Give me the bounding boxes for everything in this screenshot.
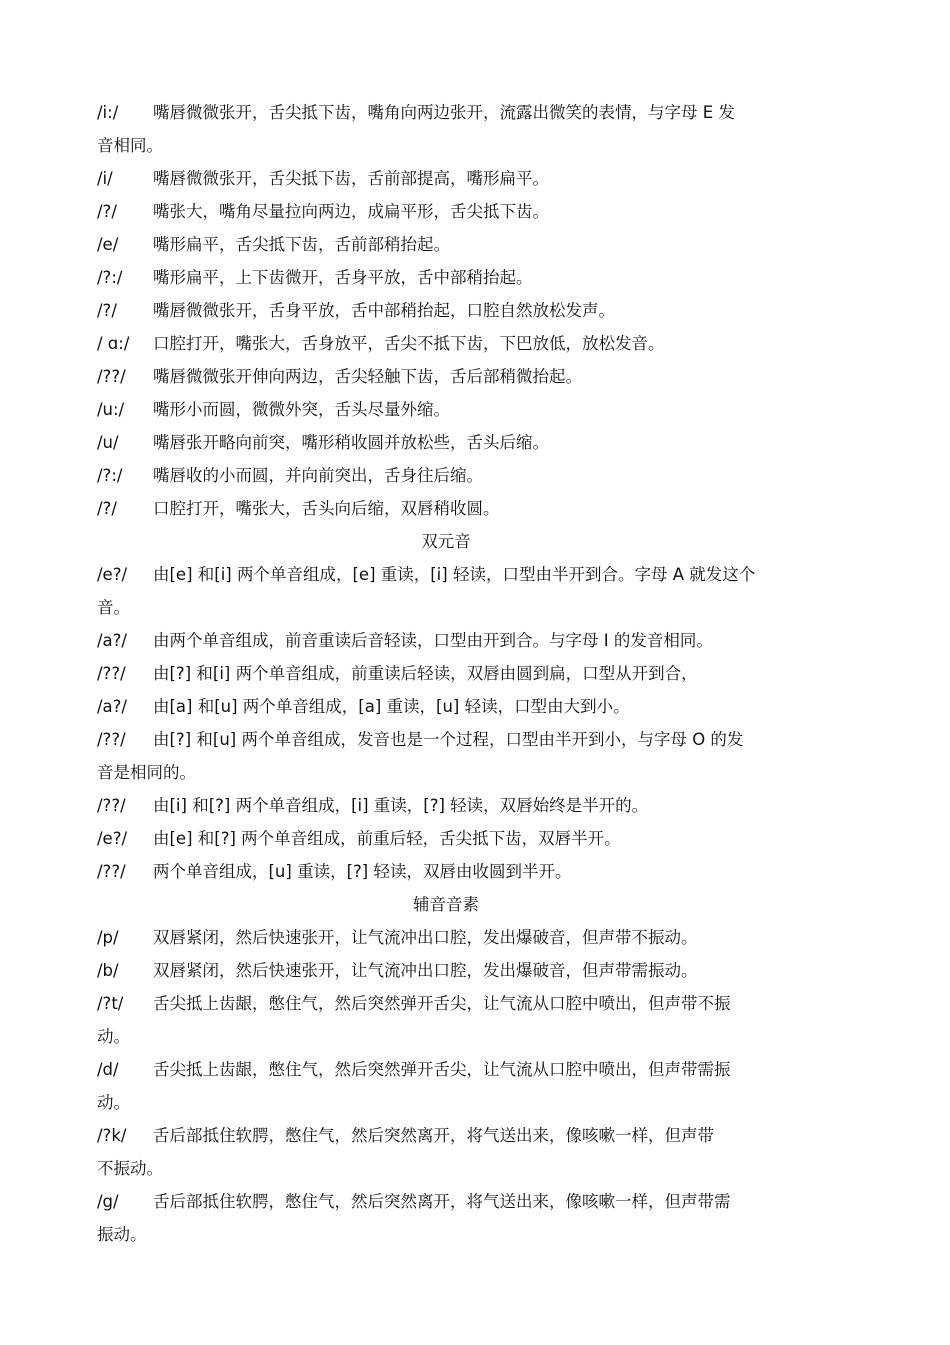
phoneme-description: 由[e] 和[?] 两个单音组成，前重后轻，舌尖抵下齿，双唇半开。 <box>153 829 621 848</box>
phoneme-description: 嘴形扁平，舌尖抵下齿，舌前部稍抬起。 <box>153 235 450 254</box>
phoneme-entry <box>97 558 815 624</box>
phoneme-entry <box>97 492 815 525</box>
phoneme-description: 两个单音组成，[u] 重读，[?] 轻读，双唇由收圆到半开。 <box>153 862 572 881</box>
phoneme-description: 由两个单音组成，前音重读后音轻读，口型由开到合。与字母 I 的发音相同。 <box>153 631 713 650</box>
phoneme-line <box>97 393 815 426</box>
phoneme-entry <box>97 195 815 228</box>
phoneme-line <box>97 954 815 987</box>
phoneme-entry <box>97 162 815 195</box>
phoneme-line <box>97 360 815 393</box>
phoneme-symbol: /p/ <box>97 928 119 947</box>
phoneme-description: 舌尖抵上齿龈，憋住气，然后突然弹开舌尖，让气流从口腔中喷出，但声带需振 <box>153 1060 731 1079</box>
phoneme-symbol: /?:/ <box>97 268 123 287</box>
phoneme-symbol: /e?/ <box>97 565 128 584</box>
phoneme-line <box>97 624 815 657</box>
phoneme-description-continued: 振动。 <box>97 1225 147 1244</box>
phoneme-line <box>97 987 815 1020</box>
phoneme-symbol: /u/ <box>97 433 119 452</box>
phoneme-description-continued: 动。 <box>97 1027 130 1046</box>
phoneme-symbol: /??/ <box>97 730 126 749</box>
phoneme-line <box>97 1185 815 1218</box>
phoneme-description: 由[?] 和[u] 两个单音组成，发音也是一个过程，口型由半开到小，与字母 O 的发 <box>153 730 744 749</box>
phoneme-line <box>97 162 815 195</box>
phoneme-entry <box>97 789 815 822</box>
phoneme-entry <box>97 327 815 360</box>
phonetics-content <box>97 96 815 1251</box>
phoneme-line <box>97 261 815 294</box>
phoneme-description: 嘴唇收的小而圆，并向前突出，舌身往后缩。 <box>153 466 483 485</box>
phoneme-description: 嘴唇微微张开，舌身平放，舌中部稍抬起，口腔自然放松发声。 <box>153 301 615 320</box>
phoneme-description-continued: 音。 <box>97 598 130 617</box>
phoneme-entry <box>97 723 815 789</box>
phoneme-entry <box>97 96 815 162</box>
phoneme-line <box>97 789 815 822</box>
phoneme-line <box>97 855 815 888</box>
phoneme-symbol: /?/ <box>97 202 117 221</box>
phoneme-description: 嘴唇微微张开，舌尖抵下齿，舌前部提高，嘴形扁平。 <box>153 169 549 188</box>
phoneme-entry <box>97 261 815 294</box>
phoneme-line <box>97 558 815 591</box>
phoneme-entry <box>97 294 815 327</box>
phoneme-description: 嘴形小而圆，微微外突，舌头尽量外缩。 <box>153 400 450 419</box>
phoneme-entry <box>97 459 815 492</box>
phoneme-line <box>97 426 815 459</box>
phoneme-description: 嘴唇微微张开，舌尖抵下齿，嘴角向两边张开，流露出微笑的表情，与字母 E 发 <box>153 103 735 122</box>
section-heading: 双元音 <box>421 532 471 551</box>
phoneme-description: 口腔打开，嘴张大，舌身放平，舌尖不抵下齿，下巴放低，放松发音。 <box>153 334 665 353</box>
phoneme-symbol: /?t/ <box>97 994 124 1013</box>
phoneme-description: 由[a] 和[u] 两个单音组成，[a] 重读，[u] 轻读，口型由大到小。 <box>153 697 630 716</box>
phoneme-description-continued: 音相同。 <box>97 136 163 155</box>
phoneme-symbol: /a?/ <box>97 631 127 650</box>
phoneme-line <box>97 723 815 756</box>
phoneme-entry <box>97 1053 815 1119</box>
phoneme-symbol: /b/ <box>97 961 119 980</box>
phoneme-description: 口腔打开，嘴张大，舌头向后缩，双唇稍收圆。 <box>153 499 500 518</box>
phoneme-symbol: /e?/ <box>97 829 128 848</box>
phoneme-symbol: / ɑ:/ <box>97 334 130 353</box>
phoneme-description: 舌后部抵住软腭，憋住气，然后突然离开，将气送出来，像咳嗽一样，但声带 <box>153 1126 714 1145</box>
phoneme-symbol: /u:/ <box>97 400 125 419</box>
phoneme-entry <box>97 426 815 459</box>
phoneme-entry <box>97 360 815 393</box>
phoneme-description: 双唇紧闭，然后快速张开，让气流冲出口腔，发出爆破音，但声带需振动。 <box>153 961 698 980</box>
phoneme-description: 嘴唇张开略向前突，嘴形稍收圆并放松些，舌头后缩。 <box>153 433 549 452</box>
phoneme-entry <box>97 1119 815 1185</box>
phoneme-line <box>97 657 815 690</box>
phoneme-entry <box>97 954 815 987</box>
phoneme-description: 由[?] 和[i] 两个单音组成，前重读后轻读，双唇由圆到扁，口型从开到合， <box>153 664 698 683</box>
phoneme-description: 舌后部抵住软腭，憋住气，然后突然离开，将气送出来，像咳嗽一样，但声带需 <box>153 1192 731 1211</box>
phoneme-symbol: /e/ <box>97 235 119 254</box>
phoneme-line <box>97 96 815 129</box>
phoneme-symbol: /??/ <box>97 796 126 815</box>
phoneme-entry <box>97 921 815 954</box>
phoneme-line <box>97 1053 815 1086</box>
phoneme-description: 由[i] 和[?] 两个单音组成，[i] 重读，[?] 轻读，双唇始终是半开的。 <box>153 796 649 815</box>
phoneme-line <box>97 294 815 327</box>
phoneme-symbol: /i/ <box>97 169 113 188</box>
phoneme-line <box>97 195 815 228</box>
phoneme-entry <box>97 624 815 657</box>
phoneme-symbol: /?/ <box>97 499 117 518</box>
phoneme-line <box>97 459 815 492</box>
phoneme-description: 嘴唇微微张开伸向两边，舌尖轻触下齿，舌后部稍微抬起。 <box>153 367 582 386</box>
phoneme-symbol: /d/ <box>97 1060 119 1079</box>
phoneme-entry <box>97 393 815 426</box>
phoneme-symbol: /?k/ <box>97 1126 127 1145</box>
phoneme-description: 由[e] 和[i] 两个单音组成，[e] 重读，[i] 轻读，口型由半开到合。字母 A 就发这个 <box>153 565 756 584</box>
phoneme-entry <box>97 855 815 888</box>
phoneme-description: 舌尖抵上齿龈，憋住气，然后突然弹开舌尖，让气流从口腔中喷出，但声带不振 <box>153 994 731 1013</box>
phoneme-line <box>97 822 815 855</box>
phoneme-symbol: /?:/ <box>97 466 123 485</box>
phoneme-description-continued: 不振动。 <box>97 1159 163 1178</box>
phoneme-symbol: /??/ <box>97 664 126 683</box>
phoneme-entry <box>97 1185 815 1251</box>
phoneme-description-continued: 音是相同的。 <box>97 763 196 782</box>
phoneme-entry <box>97 822 815 855</box>
phoneme-description: 嘴形扁平，上下齿微开，舌身平放，舌中部稍抬起。 <box>153 268 533 287</box>
phoneme-line <box>97 228 815 261</box>
phoneme-line <box>97 690 815 723</box>
phoneme-description-continued: 动。 <box>97 1093 130 1112</box>
phoneme-description: 双唇紧闭，然后快速张开，让气流冲出口腔，发出爆破音，但声带不振动。 <box>153 928 698 947</box>
phoneme-symbol: /??/ <box>97 862 126 881</box>
section-heading: 辅音音素 <box>413 895 479 914</box>
phoneme-description: 嘴张大，嘴角尽量拉向两边，成扁平形，舌尖抵下齿。 <box>153 202 549 221</box>
phoneme-line <box>97 492 815 525</box>
phoneme-line <box>97 1119 815 1152</box>
phoneme-line <box>97 327 815 360</box>
phoneme-entry <box>97 228 815 261</box>
phoneme-symbol: /i:/ <box>97 103 119 122</box>
phoneme-symbol: /g/ <box>97 1192 119 1211</box>
phoneme-symbol: /??/ <box>97 367 126 386</box>
phoneme-symbol: /?/ <box>97 301 117 320</box>
phoneme-entry <box>97 987 815 1053</box>
phoneme-symbol: /a?/ <box>97 697 127 716</box>
phoneme-entry <box>97 657 815 690</box>
phoneme-line <box>97 921 815 954</box>
phoneme-entry <box>97 690 815 723</box>
